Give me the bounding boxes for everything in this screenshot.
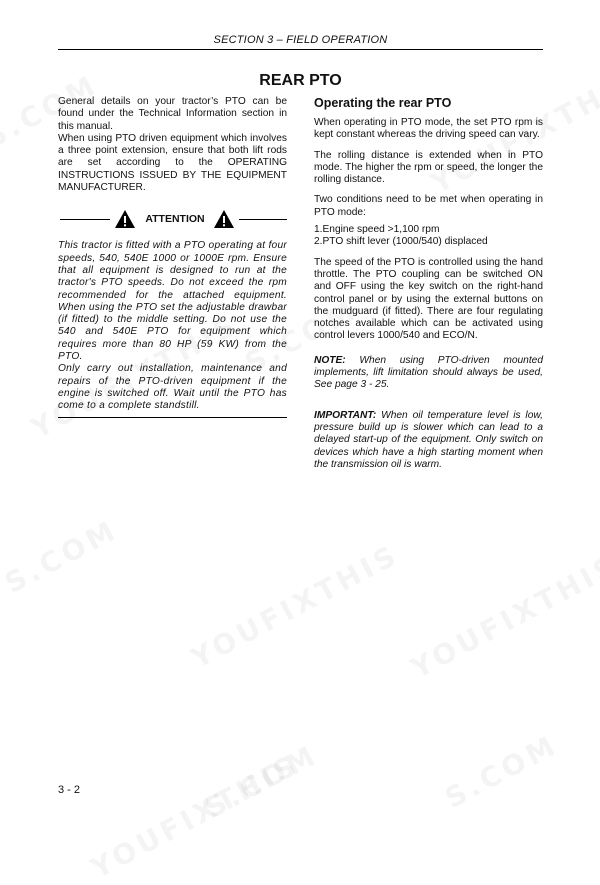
attention-text: This tractor is fitted with a PTO operating at four speeds, 540, 540E 1000 or 1000E rpm. Ensure that all equipment is designed to run at the tractor's PTO speeds. Do not exceed the rpm recommended for the attached equipment. When using the PTO set the adjustable drawbar (if fitted) to the middle setting. Do not use the 540 and 540E PTO for equipment which requires more than 80 HP (59 KW) from the PTO. — [58, 240, 287, 363]
watermark — [439, 728, 563, 815]
watermark — [0, 513, 124, 600]
condition-item: 1.Engine speed >1,100 rpm — [314, 224, 440, 236]
attention-label: ATTENTION — [145, 213, 205, 226]
body-paragraph: When operating in PTO mode, the set PTO rpm is kept constant whereas the driving speed can vary. — [314, 117, 543, 141]
body-paragraph: The speed of the PTO is controlled using the hand throttle. The PTO coupling can be switched ON and OFF using the key switch on the right-hand control panel or by using the external buttons on the mudguard (if fitted). There are four regulating notches available which can be activated using control levers 1000/540 and ECO/N. — [314, 256, 543, 342]
watermark — [199, 738, 323, 825]
important-paragraph — [314, 410, 543, 471]
header-divider — [58, 49, 543, 50]
warning-icon — [114, 209, 136, 229]
page-title: REAR PTO — [259, 72, 342, 89]
intro-paragraph: General details on your tractor’s PTO can be found under the Technical Information section in this manual. — [58, 96, 287, 132]
attention-rule — [239, 219, 287, 220]
watermark — [86, 748, 305, 885]
attention-end-rule — [58, 417, 287, 418]
page-number: 3 - 2 — [58, 784, 81, 796]
watermark — [406, 548, 600, 685]
note-paragraph — [314, 355, 543, 392]
section-header: SECTION 3 – FIELD OPERATION — [213, 34, 388, 46]
attention-text: Only carry out installation, maintenance and repairs of the PTO-driven equipment if the engine is switched off. Wait until the PTO has come to a complete standstill. — [58, 363, 287, 412]
condition-item: 2.PTO shift lever (1000/540) displaced — [314, 236, 488, 248]
left-column — [58, 96, 287, 418]
body-paragraph: The rolling distance is extended when in PTO mode. The higher the rpm or speed, the longer the rolling distance. — [314, 149, 543, 186]
right-column — [314, 96, 543, 471]
watermark — [186, 538, 405, 675]
attention-banner — [58, 208, 287, 232]
body-paragraph: Two conditions need to be met when operating in PTO mode: — [314, 194, 543, 218]
section-subheading: Operating the rear PTO — [314, 96, 452, 110]
attention-rule — [60, 219, 110, 220]
note-label: NOTE: — [314, 354, 346, 366]
note-text: When using PTO-driven mounted implements, lift limitation should always be used, See page 3 - 25. — [314, 354, 543, 391]
important-text: When oil temperature level is low, pressure build up is slower which can lead to a delayed start-up of the equipment. Only switch on devices which have a high starting moment when the transmission oil is warm. — [314, 409, 543, 470]
warning-icon — [213, 209, 235, 229]
important-label: IMPORTANT: — [314, 409, 377, 421]
intro-paragraph: When using PTO driven equipment which involves a three point extension, ensure that both lift rods are set according to the OPERATING INSTRUCTIONS ISSUED BY THE EQUIPMENT MANUFACTURER. — [58, 132, 287, 194]
